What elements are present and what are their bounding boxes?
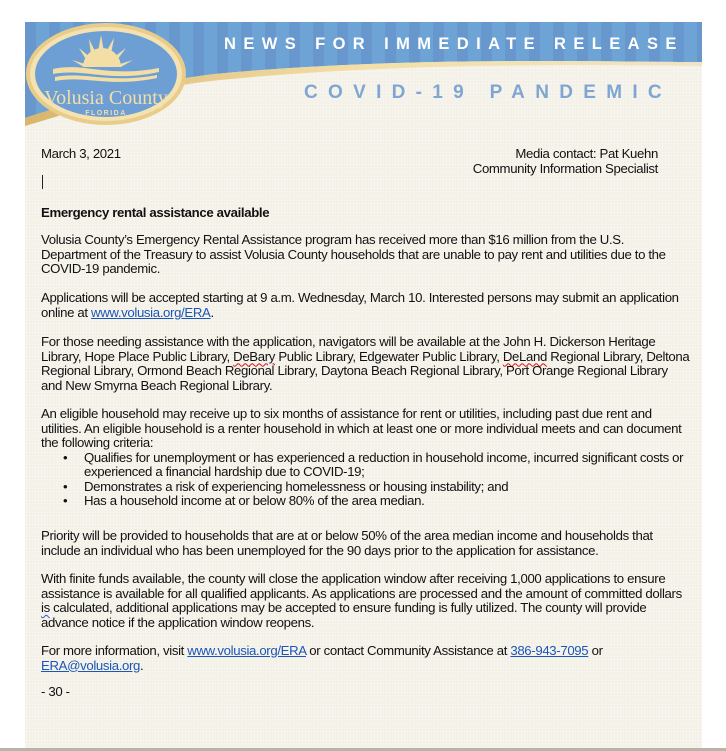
criteria-item [41,480,691,495]
text-cursor [42,175,43,189]
paragraph-text: . [140,657,144,673]
paragraph-more-info [41,644,691,673]
paragraph-text: Public Library, Edgewater Public Library, [275,348,503,364]
paragraph-text: Priority will be provided to households that are at or below 50% of the area median income and households that include an individual who has been unemployed for the 90 days prior to the application for assistance. [41,528,653,558]
paragraph-application-window [41,572,691,630]
article-title: Emergency rental assistance available [41,205,270,220]
logo-state-name: FLORIDA [85,110,127,117]
paragraph-text: or [588,643,603,658]
paragraph-applications [41,291,691,320]
criteria-item [41,451,691,480]
bullet-icon: • [63,493,68,508]
paragraph-text: With finite funds available, the county will close the application window after receiving 1,000 applications to ensure assistance is available for all qualified applicants. As applications are processed and the amount of committed dollars [41,571,682,601]
criteria-text: Qualifies for unemployment or has experienced a reduction in household income, incurred significant costs or experienced a financial hardship due to COVID-19; [84,449,684,479]
criteria-text: Demonstrates a risk of experiencing homelessness or housing instability; and [84,478,509,494]
paragraph-text: Regional Library, Deltona Regional Library, Ormond Beach Regional Library, Daytona Beach Regional Library, Port Orange Regional Library and New Smyrna Beach Regional Library. [41,348,690,393]
end-mark: - 30 - [41,684,70,699]
headline-news-release: NEWS FOR IMMEDIATE RELEASE [224,35,684,53]
paragraph-text: For more information, visit [41,643,188,658]
email-link[interactable]: ERA@volusia.org [41,657,141,673]
subhead-covid: COVID-19 PANDEMIC [304,82,672,103]
spellcheck-word-deland: DeLand [502,348,547,364]
era-website-link-footer[interactable]: www.volusia.org/ERA [187,643,306,658]
criteria-item [41,494,691,509]
paragraph-priority [41,529,691,558]
phone-link[interactable]: 386-943-7095 [510,643,589,658]
bullet-icon: • [63,449,68,465]
volusia-county-logo [25,22,188,126]
paragraph-text: or contact Community Assistance at [305,643,511,658]
era-website-link[interactable]: www.volusia.org/ERA [91,304,211,320]
paragraph-text: . [210,304,214,320]
paragraph-text: For those needing assistance with the application, navigators will be available at the John H. Dickerson Heritage Library, Hope Place Public Library, [41,334,656,364]
paragraph-program-funding [41,233,691,277]
paragraph-text: calculated, additional applications may be accepted to ensure funding is fully utilized. The county will provide advance notice if the application window reopens. [41,600,647,630]
bullet-icon: • [63,478,68,494]
media-contact-name: Media contact: Pat Kuehn [515,146,658,161]
criteria-list [41,451,691,509]
media-contact [473,146,658,176]
paragraph-navigators [41,335,691,393]
spellcheck-word-debary: DeBary [233,348,276,364]
media-contact-title: Community Information Specialist [472,161,658,176]
logo-county-name: Volusia County [44,87,168,109]
press-release-banner [25,22,702,142]
press-release-page [25,22,702,748]
paragraph-text: An eligible household may receive up to six months of assistance for rent or utilities, including past due rent and utilities. An eligible household is a renter household in which at least one or more individual meets and can document the following criteria: [41,406,682,450]
paragraph-text: Applications will be accepted starting at 9 a.m. Wednesday, March 10. Interested persons may submit an application online at [41,290,679,320]
criteria-text: Has a household income at or below 80% of the area median. [84,493,425,508]
paragraph-eligibility [41,407,691,509]
release-date: March 3, 2021 [41,146,121,161]
grammar-word-is: is [41,600,50,615]
paragraph-text: Volusia County’s Emergency Rental Assistance program has received more than $16 million from the U.S. Department of the Treasury to assist Volusia County households that are unable to pay rent and utilities due to the COVID-19 pandemic. [41,232,666,276]
